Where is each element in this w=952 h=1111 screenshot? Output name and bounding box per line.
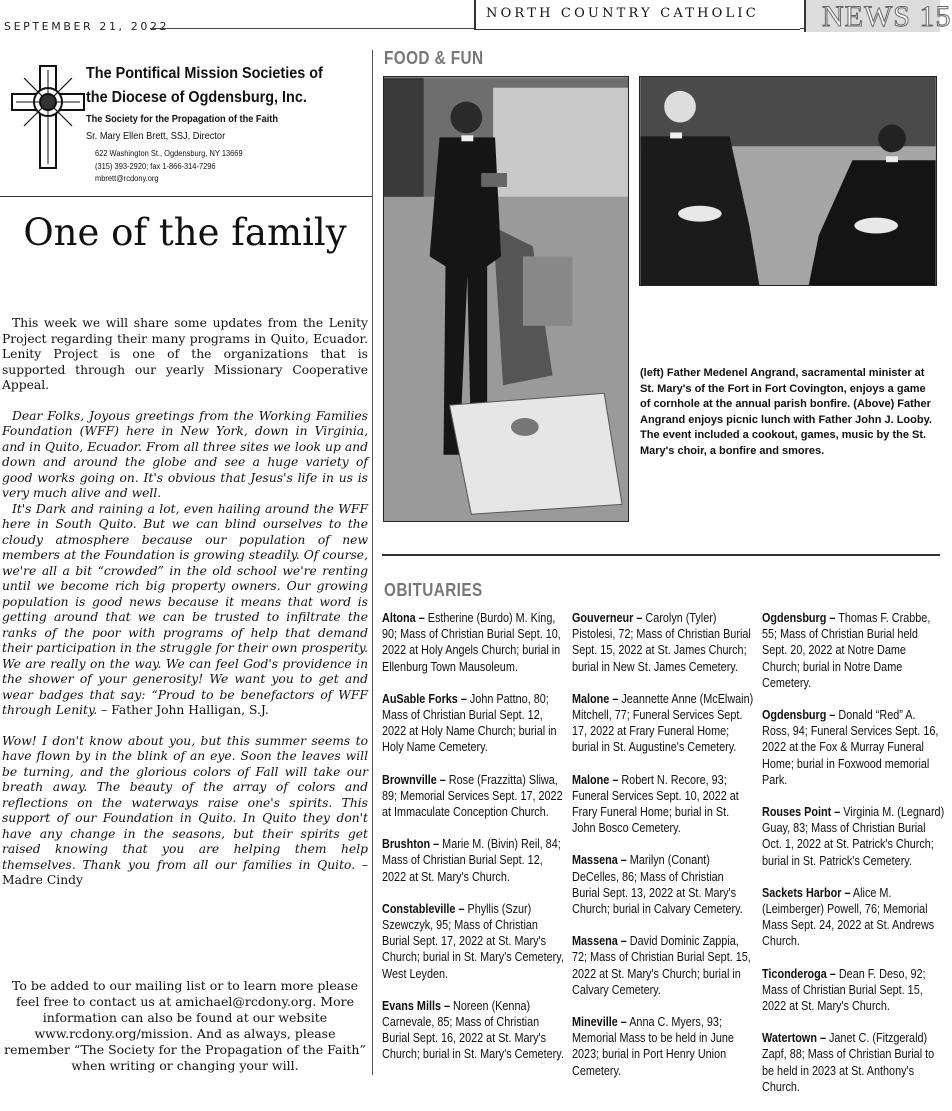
obituary-entry: Malone – Robert N. Recore, 93; Funeral Services Sept. 10, 2022 at Frary Funeral Home; burial in St. John Bosco Cemetery. bbox=[572, 772, 739, 836]
mission-cross-logo bbox=[10, 64, 86, 170]
header-rule bbox=[0, 196, 372, 197]
obituary-entry: Ticonderoga – Dean F. Deso, 92; Mass of Christian Burial Sept. 15, 2022 at St. Mary's Church. bbox=[762, 966, 926, 1014]
obituary-entry: Ogdensburg – Thomas F. Crabbe, 55; Mass of Christian Burial held Sept. 20, 2022 at Notre Dame Church; burial in Notre Dame Cemetery. bbox=[762, 611, 931, 690]
paper-name-box bbox=[474, 0, 800, 30]
signature-halligan: – Father John Halligan, S.J. bbox=[97, 703, 269, 717]
picnic-photo bbox=[639, 76, 937, 286]
pms-title: The Pontifical Mission Societies of the Diocese of Ogdensburg, Inc. bbox=[86, 65, 323, 106]
obituary-entry: Mineville – Anna C. Myers, 93; Memorial Mass to be held in June 2023; burial in Port Henry Union Cemetery. bbox=[572, 1015, 734, 1078]
obituaries-column-3 bbox=[762, 610, 945, 1111]
article-letter-2: It's Dark and raining a lot, even hailing around the WFF here in South Quito. But we can blind ourselves to the cloudy atmosphere because our population of new members at the Foundation is growing steadily. Of course, we're all a bit “crowded” in the old school we're renting until we become rich big property owners. Our growing population is good news because it means that word is getting around that we can be trusted to infiltrate the ranks of the poor with programs of help that demand their participation in the struggle for their own prosperity. We are really on the way. We can feel God's providence in the shower of your generosity! We want you to get and wear badges that say: “Proud to be benefactors of WFF through Lenity. – Father John Halligan, S.J. bbox=[2, 501, 368, 717]
issue-date: SEPTEMBER 21, 2022 bbox=[4, 20, 170, 33]
section-tab bbox=[804, 0, 952, 33]
obituaries-column-1 bbox=[382, 610, 564, 1079]
obituary-entry: Massena – David Dominic Zappia, 72; Mass of Christian Burial Sept. 15, 2022 at St. Mary's Church; burial in Calvary Cemetery. bbox=[572, 934, 751, 997]
mailing-list-note: To be added to our mailing list or to learn more please feel free to contact us at amichael@rcdony.org. More information can also be found at our website www.rcdony.org/mission. And as always, please remember “The Society for the Propagation of the Faith” when writing or changing your will. bbox=[4, 978, 366, 1073]
pms-phone: (315) 393-2920; fax 1-866-314-7296 bbox=[95, 160, 216, 171]
cornhole-photo bbox=[383, 76, 629, 522]
obituary-entry: Brownville – Rose (Frazzitta) Sliwa, 89; Memorial Services Sept. 17, 2022 at Immaculate Conception Church. bbox=[382, 772, 563, 820]
pms-subtitle: The Society for the Propagation of the Faith bbox=[86, 113, 279, 125]
article-letter-1: Dear Folks, Joyous greetings from the Working Families Foundation (WFF) here in New York, down in Virginia, and in Quito, Ecuador. From all three sites we look up and down and around the globe and see a huge variety of good works going on. It's obvious that Jesus's life in us is very much alive and well. bbox=[2, 408, 368, 500]
obituary-entry: Altona – Estherine (Burdo) M. King, 90; Mass of Christian Burial Sept. 10, 2022 at Holy Angels Church; burial in Ellenburg Town Mausoleum. bbox=[382, 611, 561, 674]
obituary-entry: Rouses Point – Virginia M. (Legnard) Guay, 83; Mass of Christian Burial Oct. 1, 2022 at St. Patrick's Church; burial in St. Patrick's Cemetery. bbox=[762, 805, 945, 868]
obituaries-column-2 bbox=[572, 610, 754, 1095]
obituary-entry: Brushton – Marie M. (Bivin) Reil, 84; Mass of Christian Burial Sept. 12, 2022 at St. Mary's Church. bbox=[382, 837, 561, 884]
signature-cindy: – Madre Cindy bbox=[2, 857, 368, 887]
food-fun-heading: FOOD & FUN bbox=[384, 48, 484, 68]
pms-email: mbrett@rcdony.org bbox=[95, 173, 159, 183]
pms-header bbox=[8, 62, 370, 192]
obituary-entry: Gouverneur – Carolyn (Tyler) Pistolesi, 72; Mass of Christian Burial Sept. 15, 2022 at St. James Church; burial in New St. James Cemetery. bbox=[572, 611, 751, 674]
obituary-entry: Massena – Marilyn (Conant) DeCelles, 86; Mass of Christian Burial Sept. 13, 2022 at St. Mary's Church; burial in Calvary Cemetery. bbox=[572, 853, 743, 917]
obituary-entry: Sackets Harbor – Alice M. (Leimberger) Powell, 76; Memorial Mass Sept. 24, 2022 at St. Andrews Church. bbox=[762, 885, 935, 949]
obituary-entry: AuSable Forks – John Pattno, 80; Mass of Christian Burial Sept. 12, 2022 at Holy Name Church; burial in Holy Name Cemetery. bbox=[382, 691, 557, 755]
article-intro: This week we will share some updates from the Lenity Project regarding their many programs in Quito, Ecuador. Lenity Project is one of the organizations that is supported through our yearly Missionary Cooperative Appeal. bbox=[2, 316, 368, 392]
obituary-entry: Constableville – Phyllis (Szur) Szewczyk, 95; Mass of Christian Burial Sept. 17, 2022 at St. Mary's Church; burial in St. Mary's Cemetery, West Leyden. bbox=[382, 901, 564, 981]
pms-contact bbox=[95, 147, 243, 185]
column-divider bbox=[372, 50, 373, 1075]
pms-address: 622 Washington St., Ogdensburg, NY 13669 bbox=[95, 148, 243, 158]
section-rule bbox=[382, 554, 940, 556]
photo-caption: (left) Father Medenel Angrand, sacramental minister at St. Mary's of the Fort in Fort Covington, enjoys a game of cornhole at the annual parish bonfire. (Above) Father Angrand enjoys picnic lunch with Father John J. Looby. The event included a cookout, games, music by the St. Mary's choir, a bonfire and smores. bbox=[640, 367, 932, 457]
article-letter-3: Wow! I don't know about you, but this summer seems to have flown by in the blink of an eye. Soon the leaves will be turning, and the glorious colors of Fall will take our breath away. The beauty of the array of colors and reflections on the waterways raise one's spirits. This support of our Foundation in Quito. In Quito they don't have any change in the seasons, but their spirits get raised knowing that you are helping them help themselves. Thank you from all our families in Quito. – Madre Cindy bbox=[2, 733, 368, 887]
page-number: 15 bbox=[919, 0, 952, 33]
article-headline: One of the family bbox=[23, 211, 347, 254]
obituary-entry: Malone – Jeannette Anne (McElwain) Mitchell, 77; Funeral Services Sept. 17, 2022 at Frary Funeral Home; burial in St. Augustine's Cemetery. bbox=[572, 691, 754, 755]
obituary-entry: Evans Mills – Noreen (Kenna) Carnevale, 85; Mass of Christian Burial Sept. 16, 2022 at St. Mary's Church; burial in St. Mary's Cemetery. bbox=[382, 998, 564, 1062]
obituary-entry: Watertown – Janet C. (Fitzgerald) Zapf, 88; Mass of Christian Burial to be held in 2023 at St. Anthony's Church. bbox=[762, 1031, 935, 1094]
obituaries-heading: OBITUARIES bbox=[384, 580, 483, 600]
article-body bbox=[2, 316, 368, 904]
pms-director: Sr. Mary Ellen Brett, SSJ, Director bbox=[86, 130, 226, 142]
section-label: NEWS 15 bbox=[822, 0, 952, 33]
obituary-entry: Ogdensburg – Donald “Red” A. Ross, 94; Funeral Services Sept. 16, 2022 at the Fox & Murray Funeral Home; burial in Foxwood memorial Park. bbox=[762, 708, 939, 787]
paper-name: NORTH COUNTRY CATHOLIC bbox=[486, 6, 759, 21]
